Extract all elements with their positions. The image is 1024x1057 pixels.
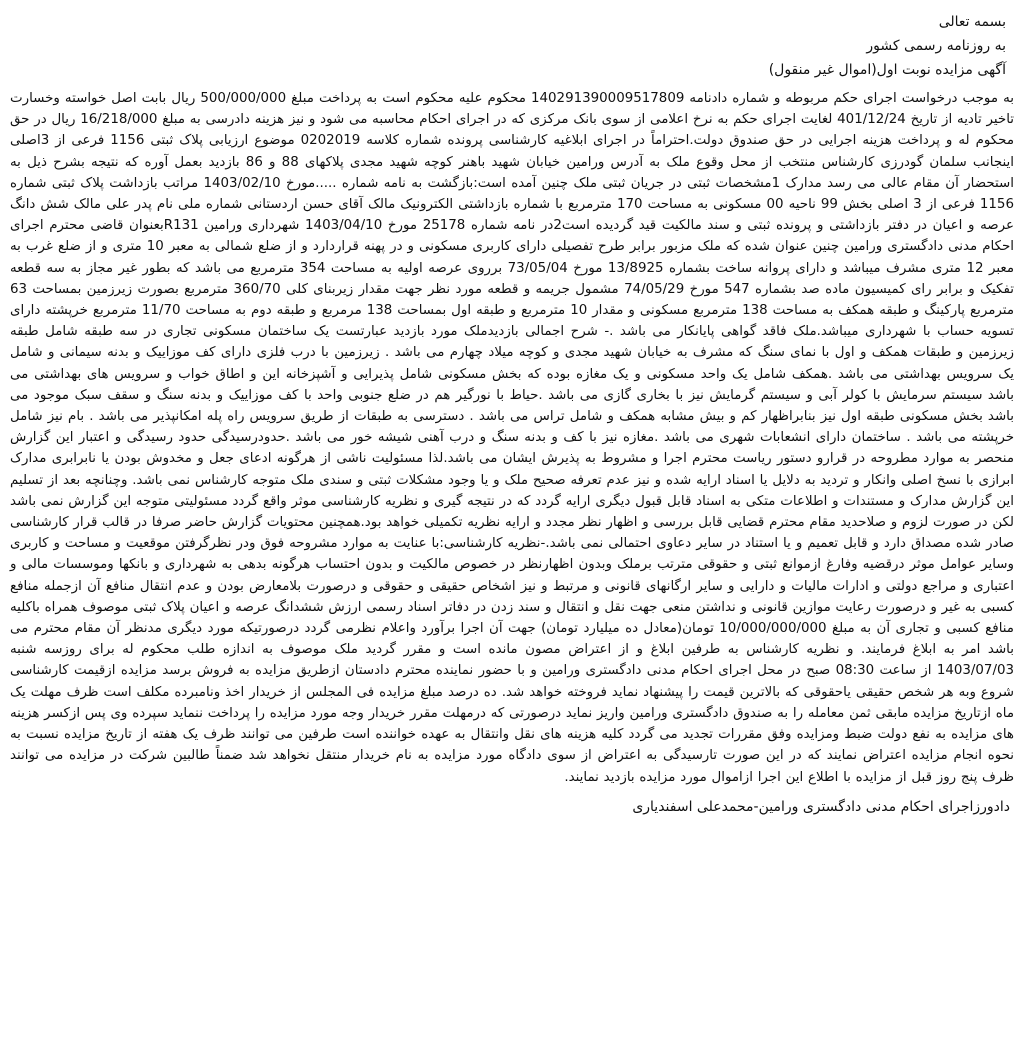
notice-body: به موجب درخواست اجرای حکم مربوطه و شماره دادنامه 140291390009517809 محکوم علیه محکوم است به پرداخت مبلغ 500/000/000 ریال بابت اصل خواسته وخسارت تاخیر تادیه از تاریخ 401/12/24 لغایت اجرای حکم به نرخ اعلامی از سوی بانک مرکزی که در اجرای احکام محاسبه می شود و نیز هزینه دادرسی به مبلغ 16/218/000 ریال در حق محکوم له و پرداخت هزینه اجرایی در حق صندوق دولت.احتراماً در اجرای ابلاغیه کارشناسی پرونده شماره کلاسه 0202019 موضوع ارزیابی پلاک ثبتی 1156 فرعی از 3اصلی اینجانب سلمان گودرزی کارشناس منتخب از محل وقوع ملک به آدرس ورامین خیابان شهید باهنر کوچه شهید مجدی پلاکهای 88 و 86 بازدید بعمل آوره که نتیجه بشرح ذیل به استحضار آن مقام عالی می رسد مدارک 1مشخصات ثبتی در جریان ثبتی ملک چنین آمده است:بازگشت به نامه شماره .....مورخ 1403/02/10 مراتب بازداشت پلاک ثبتی شماره 1156 فرعی از 3 اصلی بخش 99 ناحیه 00 مسکونی به مساحت 170 مترمربع با شماره بازداشتی الکترونیک مالک آقای حسن اردستانی شماره ملی نام پدر علی مالک شش دانگ عرصه و اعیان در دفتر بازداشتی و پرونده ثبتی و سند مالکیت قید گردیده است2در نامه شماره 25178 مورخ 1403/04/10 شهرداری ورامین R131بعنوان قاضی محترم اجرای احکام مدنی دادگستری ورامین چنین عنوان شده که ملک مزبور برابر طرح تفصیلی دارای کاربری مسکونی و در پهنه قراردارد و از ضلع شمالی به معبر 10 متری و از ضلع غرب به معبر 12 متری مشرف میباشد و دارای پروانه ساخت بشماره 13/8925 مورخ 73/05/04 برروی عرصه اولیه به مساحت 354 مترمربع می باشد که بطور غیر مجاز به سه قطعه تفکیک و برابر رای کمیسیون ماده صد بشماره 547 مورخ 74/05/29 مشمول جریمه و قطعه مورد نظر جهت مقدار زیربنای کلی 360/70 مترمربع بصورت زیرزمین بمساحت 63 مترمربع پارکینگ و طبقه همکف به مساحت 138 مترمربع مسکونی و مقدار 10 مترمربع و طبقه اول بمساحت 138 مرمربع و طبقه دوم به مساحت 11/70 مترمربع خرپشته دارای تسویه حساب با شهرداری میباشد.ملک فاقد گواهی پایانکار می باشد .- شرح اجمالی بازدیدملک مورد بازدید عبارتست یک ساختمان مسکونی تجاری در سه طبقه شامل طبقه زیرزمین و طبقات همکف و اول با نمای سنگ که مشرف به خیابان شهید مجدی و کوچه میلاد چهارم می باشد . زیرزمین با درب فلزی دارای کف موزاییک و بدنه سیمانی و شامل یک سرویس بهداشتی می باشد .همکف شامل یک واحد مسکونی و یک مغازه بوده که بخش مسکونی شامل پذیرایی و آشپزخانه این و اطاق خواب و سرویس های بهداشتی می باشد سیستم سرمایش با کولر آبی و سیستم گرمایش نیز با بخاری گازی می باشد .حیاط با نورگیر هم در ضلع جنوبی واحد با کف موزاییک و بدنه سنگ و سقف سبک موجود می باشد بخش مسکونی طبقه اول نیز بنابراظهار کم و بیش مشابه همکف و شامل تراس می باشد . دسترسی به طبقات از طریق سرویس راه پله امکانپذیر می باشد . بام نیز شامل خرپشته می باشد . ساختمان دارای انشعابات شهری می باشد .مغازه نیز با کف و بدنه سنگ و درب آهنی شیشه خور می باشد .حدودرسیدگی حدود رسیدگی و اعتبار این گزارش منحصر به موارد مطروحه در قرارو دستور ریاست محترم اجرا و مشروط به پذیرش ایشان می باشد.لذا مسئولیت ناشی از هرگونه ادعای جعل و مخدوش بودن یا نابرابری مدارک ابرازی با نسخ اصلی وانکار و تردید به دلایل یا اسناد ارایه شده و نیز عدم تعرفه صحیح ملک و یا وجود مشکلات ثبتی و سندی ملک متوجه کارشناس نمی باشد. وچنانچه بعد از تسلیم این گزارش مدارک و مستندات و اطلاعات متکی به اسناد قابل قبول دیگری ارایه گردد که در نتیجه گیری و نظریه کارشناسی موثر واقع گردد مسئولیتی متوجه این گزارش نمی باشد لکن در صورت لزوم و صلاحدید مقام محترم قضایی قابل بررسی و اظهار نظر مجدد و ارایه نظریه تکمیلی خواهد بود.همچنین محتویات گزارش حاضر صرفا در قالب قرار کارشناسی صادر شده مصداق دارد و قابل تعمیم و یا استناد در سایر دعاوی احتمالی نمی باشد.-نظریه کارشناسی:با عنایت به موارد مشروحه فوق ودر نظرگرفتن موقعیت و مساحت و کاربری وسایر عوامل موثر درقضیه وفارغ ازموانع ثبتی و حقوقی مترتب برملک وبدون اظهارنظر در خصوص مالکیت و بدون احتساب هرگونه بدهی به شهرداری و بانکها وموسسات مالی و اعتباری و مراجع دولتی و ادارات مالیات و دارایی و سایر ارگانهای قانونی و مرتبط و نیز اشخاص حقیقی و حقوقی و درصورت بلامعارض بودن و عدم انتقال منافع آن ازجمله منافع کسبی به غیر و درصورت رعایت موازین قانونی و نداشتن منعی جهت نقل و انتقال و سند زدن در دفاتر اسناد رسمی ارزش ششدانگ عرصه و اعیان پلاک ثبتی موصوف همراه باکلیه منافع کسبی و تجاری آن به مبلغ 10/000/000/000 تومان(معادل ده میلیارد تومان) جهت آن اجرا برآورد واعلام نظرمی گردد درصورتیکه مورد دیگری مدنظر آن مقام محترم می باشد امر به ابلاغ فرمایند. و نظریه کارشناس به طرفین ابلاغ و از اعتراض مصون مانده است و مقرر گردید ملک موصوف به اندازه طلب محکوم له برای روزسه شنبه 1403/07/03 از ساعت 08:30 صبح در محل اجرای احکام مدنی دادگستری ورامین و با حضور نماینده محترم دادستان ازطریق مزایده به فروش برسد مزایده ازقیمت کارشناسی شروع وبه هر شخص حقیقی یاحقوقی که بالاترین قیمت را پیشنهاد نماید فروخته خواهد شد. ده درصد مبلغ مزایده فی المجلس از خریدار اخذ ونامبرده مکلف است ظرف مهلت یک ماه ازتاریخ مزایده مابقی ثمن معامله را به صندوق دادگستری ورامین واریز نماید درصورتی که درمهلت مقرر خریدار وجه مورد مزایده را پرداخت ننماید سپرده وی پس ازکسر هزینه های مزایده به نفع دولت ضبط ومزایده وفق مقررات تجدید می گردد کلیه هزینه های نقل وانتقال به عهده خواننده است طرفین می توانند ظرف یک هفته از تاریخ مزایده نسبت به نحوه انجام مزایده اعتراض نمایند که در این صورت تارسیدگی به اعتراض از سوی دادگاه مورد مزایده به نام خریدار منتقل نخواهد شد ضمناً طالبین شرکت در مزایده می توانند ظرف پنج روز قبل از مزایده با اطلاع این اجرا ازاموال مورد مزایده بازدید نمایند. [10, 91, 1015, 785]
signature: دادورزاجرای احکام مدنی دادگستری ورامین-محمدعلی اسفندیاری [632, 798, 1010, 815]
salutation: بسمه تعالی [938, 14, 1006, 30]
notice-title: آگهی مزایده نوبت اول(اموال غیر منقول) [768, 62, 1006, 78]
publication-line: به روزنامه رسمی کشور [866, 38, 1006, 54]
